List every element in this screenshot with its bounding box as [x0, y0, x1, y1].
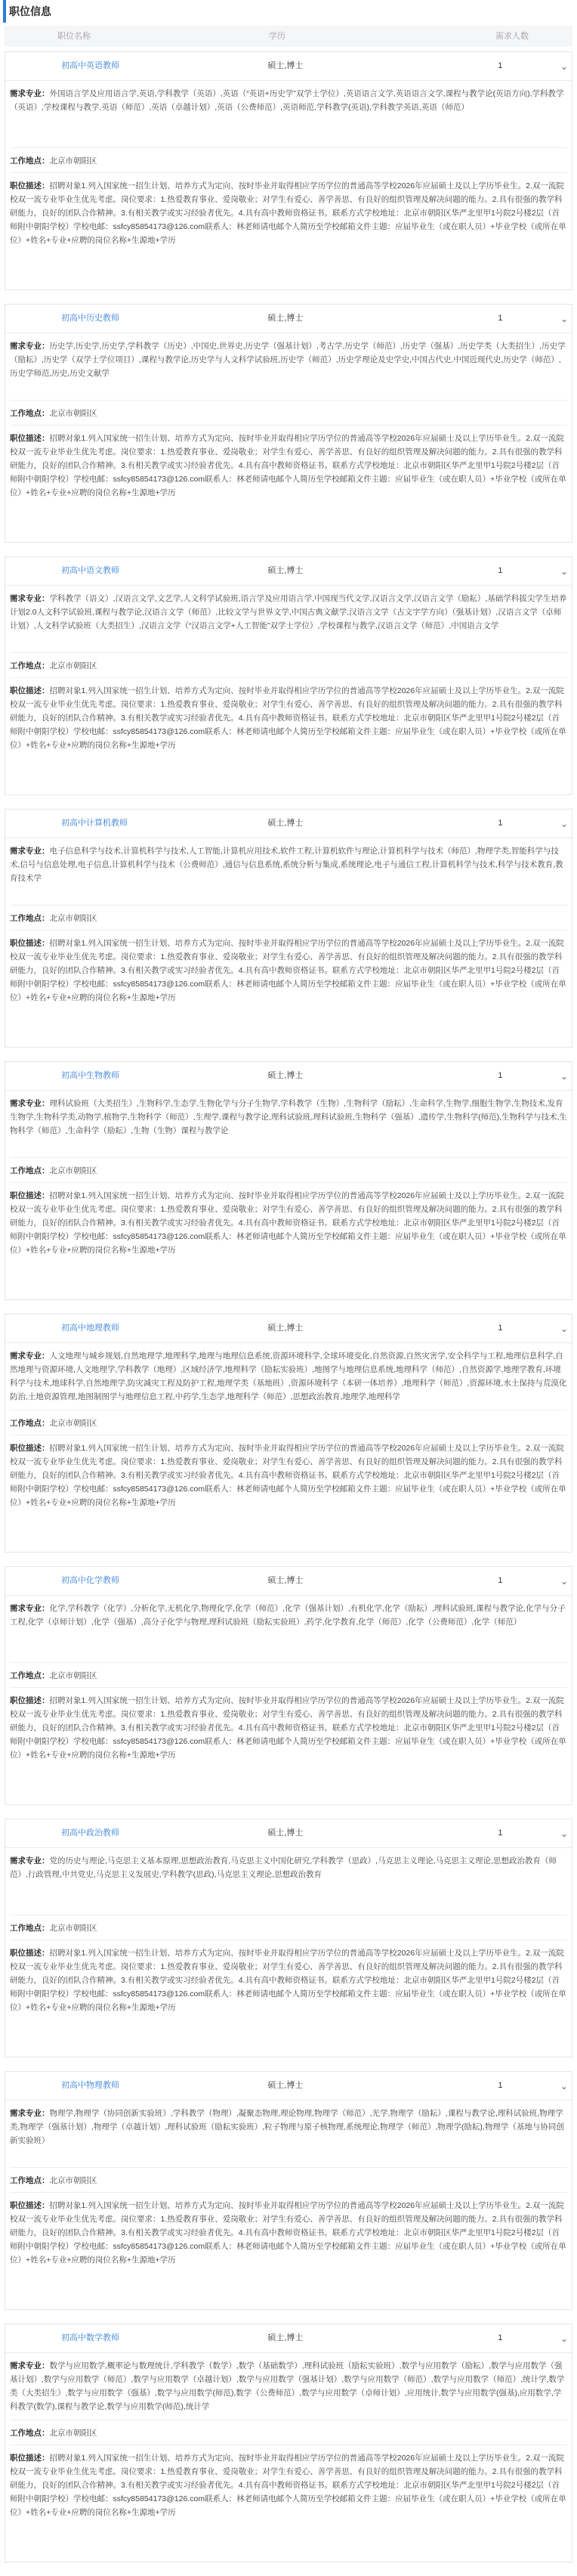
job-description-text: 招聘对象1.列入国家统一招生计划、培养方式为定向、按时毕业并取得相应学历学位的普通高等学校2026年应届硕士及以上学历毕业生。2.双一流院校双一流专业毕业生优先考虑。岗位要求：1.热爱教育事业、爱岗敬业；对学生有爱心、善学善思、有良好的组织管理及解决问题的能力。2.具有很强的教学科研能力，良好的团队合作精神。3.有相关教学或实习经验者优先。4.具有高中教师资格证书。联系方式学校地址：北京市朝阳区华严北里甲1号院2号楼2层（首师附中朝阳学校）学校电邮：ssfcy85854173@126.com联系人：林老师请电邮个人简历至学校邮箱文件主题：应届毕业生（或在职人员）+毕业学校（或所在单位）+姓名+专业+应聘的岗位名称+生源地+学历	[10, 2454, 566, 2517]
location-label: 工作地点：	[10, 409, 50, 418]
description-label: 职位描述：	[10, 1949, 50, 1958]
job-headcount: 1	[498, 1324, 503, 1333]
divider	[10, 677, 567, 678]
job-summary-row[interactable]	[5, 810, 572, 838]
job-headcount: 1	[498, 566, 503, 576]
job-major-field	[10, 339, 567, 394]
divider	[10, 2192, 567, 2193]
job-major-field	[10, 2359, 567, 2413]
divider	[10, 1182, 567, 1183]
job-card	[5, 51, 572, 290]
divider	[10, 147, 567, 148]
job-major-text: 物理学,物理学（协同创新实验班）,学科教学（物理）,凝聚态物理,理论物理,物理学（师范）,光学,物理学（励耘）,课程与教学论,理科试验班,物理学类,物理学（强基计划）,物理学（卓越计划）,理科试验班（励耘实验班）,粒子物理与原子核物理,系统理论,物理学（师范）,物理学(励耘),物理学（基地与协同创新实验班）	[10, 2109, 564, 2145]
job-title-link[interactable]: 初高中历史教师	[61, 314, 119, 324]
job-details	[5, 2101, 572, 2283]
job-major-text: 外国语言学及应用语言学,英语,学科教学（英语）,英语（“英语+历史学”双学士学位）,英语语言文学,英语语言文学,课程与教学论(英语方向),学科教学（英语）,学校课程与教学,英语（师范）,英语（卓越计划）,英语（公费师范）,英语师范,学科教学(英语),学科教学英语,英语（师范）	[10, 89, 564, 112]
job-location-text: 北京市朝阳区	[49, 661, 97, 670]
description-label: 职位描述：	[10, 939, 50, 948]
major-label: 需求专业：	[10, 847, 50, 856]
job-major-text: 历史学,历史学,历史学,学科教学（历史）,中国史,世界史,历史学（强基计划）,考古学,历史学（师范）,历史学（强基）,历史学类（大类招生）,历史学（励耘）,历史学（双学士学位项目）,课程与教学论,历史学与人文科学试验班,历史学（师范）,历史学理论及史学史,中国古代史,中国近现代史,历史学（师范）,历史学师范,历史,历史文献学	[10, 342, 566, 378]
job-details	[5, 586, 572, 769]
major-label: 需求专业：	[10, 1604, 50, 1613]
job-location-field	[10, 1669, 567, 1683]
divider	[10, 1157, 567, 1158]
job-summary-row[interactable]	[5, 1819, 572, 1848]
job-headcount: 1	[498, 2333, 503, 2343]
table-header	[5, 26, 572, 47]
location-label: 工作地点：	[10, 1419, 50, 1428]
major-label: 需求专业：	[10, 89, 50, 98]
job-education: 硕士,博士	[267, 819, 304, 828]
job-description-field	[10, 2451, 567, 2536]
job-description-text: 招聘对象1.列入国家统一招生计划、培养方式为定向、按时毕业并取得相应学历学位的普通高等学校2026年应届硕士及以上学历毕业生。2.双一流院校双一流专业毕业生优先考虑。岗位要求：1.热爱教育事业、爱岗敬业；对学生有爱心、善学善思、有良好的组织管理及解决问题的能力。2.具有很强的教学科研能力，良好的团队合作精神。3.有相关教学或实习经验者优先。4.具有高中教师资格证书。联系方式学校地址：北京市朝阳区华严北里甲1号院2号楼2层（首师附中朝阳学校）学校电邮：ssfcy85854173@126.com联系人：林老师请电邮个人简历至学校邮箱文件主题：应届毕业生（或在职人员）+毕业学校（或所在单位）+姓名+专业+应聘的岗位名称+生源地+学历	[10, 2201, 566, 2265]
job-major-text: 学科教学（语文）,汉语言文学,文艺学,人文科学试验班,语言学及应用语言学,中国现当代文学,汉语言文学,汉语言文学（励耘）,基础学科拔尖学生培养计划2.0人文科学试验班,课程与教学论,汉语言文学（师范）,比较文学与世界文学,中国古典文献学,汉语言文学（古文字学方向）（强基计划）,汉语言文学（卓师计划）,人文科学试验班（大类招生）,汉语言文学（“汉语言文学+人工智能”双学士学位）,学校课程与教学,汉语言文学（师范）,中国语言文学	[10, 594, 567, 630]
job-major-field	[10, 1602, 567, 1656]
job-location-text: 北京市朝阳区	[49, 156, 97, 166]
job-location-text: 北京市朝阳区	[49, 1924, 97, 1933]
chevron-down-icon[interactable]: ⌄	[560, 565, 569, 577]
job-description-field	[10, 179, 567, 264]
job-education: 硕士,博士	[267, 61, 304, 71]
job-title-link[interactable]: 初高中生物教师	[61, 1071, 119, 1081]
job-location-field	[10, 1164, 567, 1178]
job-description-text: 招聘对象1.列入国家统一招生计划、培养方式为定向、按时毕业并取得相应学历学位的普通高等学校2026年应届硕士及以上学历毕业生。2.双一流院校双一流专业毕业生优先考虑。岗位要求：1.热爱教育事业、爱岗敬业；对学生有爱心、善学善思、有良好的组织管理及解决问题的能力。2.具有很强的教学科研能力，良好的团队合作精神。3.有相关教学或实习经验者优先。4.具有高中教师资格证书。联系方式学校地址：北京市朝阳区华严北里甲1号院2号楼2层（首师附中朝阳学校）学校电邮：ssfcy85854173@126.com联系人：林老师请电邮个人简历至学校邮箱文件主题：应届毕业生（或在职人员）+毕业学校（或所在单位）+姓名+专业+应聘的岗位名称+生源地+学历	[10, 686, 566, 750]
job-description-text: 招聘对象1.列入国家统一招生计划、培养方式为定向、按时毕业并取得相应学历学位的普通高等学校2026年应届硕士及以上学历毕业生。2.双一流院校双一流专业毕业生优先考虑。岗位要求：1.热爱教育事业、爱岗敬业；对学生有爱心、善学善思、有良好的组织管理及解决问题的能力。2.具有很强的教学科研能力，良好的团队合作精神。3.有相关教学或实习经验者优先。4.具有高中教师资格证书。联系方式学校地址：北京市朝阳区华严北里甲1号院2号楼2层（首师附中朝阳学校）学校电邮：ssfcy85854173@126.com联系人：林老师请电邮个人简历至学校邮箱文件主题：应届毕业生（或在职人员）+毕业学校（或所在单位）+姓名+专业+应聘的岗位名称+生源地+学历	[10, 1949, 566, 2012]
job-list	[5, 51, 572, 2562]
job-major-field	[10, 1097, 567, 1151]
job-description-text: 招聘对象1.列入国家统一招生计划、培养方式为定向、按时毕业并取得相应学历学位的普通高等学校2026年应届硕士及以上学历毕业生。2.双一流院校双一流专业毕业生优先考虑。岗位要求：1.热爱教育事业、爱岗敬业；对学生有爱心、善学善思、有良好的组织管理及解决问题的能力。2.具有很强的教学科研能力，良好的团队合作精神。3.有相关教学或实习经验者优先。4.具有高中教师资格证书。联系方式学校地址：北京市朝阳区华严北里甲1号院2号楼2层（首师附中朝阳学校）学校电邮：ssfcy85854173@126.com联系人：林老师请电邮个人简历至学校邮箱文件主题：应届毕业生（或在职人员）+毕业学校（或所在单位）+姓名+专业+应聘的岗位名称+生源地+学历	[10, 434, 566, 497]
description-label: 职位描述：	[10, 686, 50, 695]
job-location-text: 北京市朝阳区	[49, 2176, 97, 2185]
major-label: 需求专业：	[10, 2361, 50, 2370]
job-details	[5, 1091, 572, 1274]
job-major-field	[10, 2107, 567, 2161]
job-headcount: 1	[498, 61, 503, 71]
job-headcount: 1	[498, 1576, 503, 1586]
job-location-text: 北京市朝阳区	[49, 1671, 97, 1680]
job-description-field	[10, 1694, 567, 1779]
job-card	[5, 1061, 572, 1300]
divider	[10, 400, 567, 401]
job-card	[5, 1819, 572, 2057]
major-label: 需求专业：	[10, 594, 50, 603]
job-location-text: 北京市朝阳区	[49, 2429, 97, 2438]
major-label: 需求专业：	[10, 342, 50, 351]
divider	[10, 905, 567, 906]
job-description-field	[10, 684, 567, 769]
job-details	[5, 333, 572, 516]
chevron-down-icon[interactable]: ⌄	[560, 2080, 569, 2091]
job-card	[5, 2071, 572, 2310]
chevron-down-icon[interactable]: ⌄	[560, 1575, 569, 1587]
major-label: 需求专业：	[10, 1351, 50, 1361]
job-location-field	[10, 1921, 567, 1935]
job-description-text: 招聘对象1.列入国家统一招生计划、培养方式为定向、按时毕业并取得相应学历学位的普通高等学校2026年应届硕士及以上学历毕业生。2.双一流院校双一流专业毕业生优先考虑。岗位要求：1.热爱教育事业、爱岗敬业；对学生有爱心、善学善思、有良好的组织管理及解决问题的能力。2.具有很强的教学科研能力，良好的团队合作精神。3.有相关教学或实习经验者优先。4.具有高中教师资格证书。联系方式学校地址：北京市朝阳区华严北里甲1号院2号楼2层（首师附中朝阳学校）学校电邮：ssfcy85854173@126.com联系人：林老师请电邮个人简历至学校邮箱文件主题：应届毕业生（或在职人员）+毕业学校（或所在单位）+姓名+专业+应聘的岗位名称+生源地+学历	[10, 1444, 566, 1507]
job-headcount: 1	[498, 819, 503, 828]
job-title-link[interactable]: 初高中数学教师	[61, 2333, 119, 2343]
job-description-text: 招聘对象1.列入国家统一招生计划、培养方式为定向、按时毕业并取得相应学历学位的普通高等学校2026年应届硕士及以上学历毕业生。2.双一流院校双一流专业毕业生优先考虑。岗位要求：1.热爱教育事业、爱岗敬业；对学生有爱心、善学善思、有良好的组织管理及解决问题的能力。2.具有很强的教学科研能力，良好的团队合作精神。3.有相关教学或实习经验者优先。4.具有高中教师资格证书。联系方式学校地址：北京市朝阳区华严北里甲1号院2号楼2层（首师附中朝阳学校）学校电邮：ssfcy85854173@126.com联系人：林老师请电邮个人简历至学校邮箱文件主题：应届毕业生（或在职人员）+毕业学校（或所在单位）+姓名+专业+应聘的岗位名称+生源地+学历	[10, 181, 566, 245]
location-label: 工作地点：	[10, 2176, 50, 2185]
job-summary-row[interactable]	[5, 1567, 572, 1596]
job-headcount: 1	[498, 1071, 503, 1081]
divider	[10, 425, 567, 426]
job-title-link[interactable]: 初高中化学教师	[61, 1576, 119, 1586]
job-summary-row[interactable]	[5, 2324, 572, 2353]
job-location-text: 北京市朝阳区	[49, 409, 97, 418]
job-summary-row[interactable]	[5, 1062, 572, 1091]
description-label: 职位描述：	[10, 1444, 50, 1453]
job-title-link[interactable]: 初高中语文教师	[61, 566, 119, 576]
major-label: 需求专业：	[10, 2109, 50, 2118]
job-details	[5, 2353, 572, 2536]
description-label: 职位描述：	[10, 1191, 50, 1200]
divider	[10, 2167, 567, 2168]
job-headcount: 1	[498, 314, 503, 324]
job-location-text: 北京市朝阳区	[49, 1166, 97, 1175]
job-title-link[interactable]: 初高中英语教师	[61, 61, 119, 71]
major-label: 需求专业：	[10, 1099, 50, 1108]
job-major-field	[10, 592, 567, 646]
job-card	[5, 1566, 572, 1805]
job-headcount: 1	[498, 1828, 503, 1838]
job-description-field	[10, 1946, 567, 2031]
job-major-field	[10, 1854, 567, 1909]
job-card	[5, 809, 572, 1048]
job-location-text: 北京市朝阳区	[49, 914, 97, 923]
job-major-text: 人文地理与城乡规划,自然地理学,地理科学,地理与地理信息系统,资源环境科学,全球环境变化,自然资源,自然灾害学,安全科学与工程,地理信息科学,自然地理与资源环境,人文地理学,学科教学（地理）,区域经济学,地理科学（励耘实验班）,地图学与地理信息系统,地理科学（师范）,自然资源学,地理学教育,环境科学与技术,地球科学,自然地理学,防灾减灾工程及防护工程,地理学类（基地班）,资源环境科学（本研一体培养）,地理科学（师范）,资源环境,水土保持与荒漠化防治,土地资源管理,地图制图学与地理信息工程,中药学,生态学,地理科学（师范）,思想政治教育,地理学,地理科学	[10, 1351, 567, 1401]
job-major-text: 电子信息科学与技术,计算机科学与技术,人工智能,计算机应用技术,软件工程,计算机软件与理论,计算机科学与技术（师范）,物理学类,智能科学与技术,信号与信息处理,电子信息,计算机科学与技术（公费师范）,通信与信息系统,系统分析与集成,系统理论,电子与通信工程,计算机科学与技术,科学与技术教育,教育技术学	[10, 847, 563, 883]
job-education: 硕士,博士	[267, 314, 304, 324]
location-label: 工作地点：	[10, 1924, 50, 1933]
divider	[10, 1662, 567, 1663]
job-title-link[interactable]: 初高中地理教师	[61, 1324, 119, 1333]
job-summary-row[interactable]	[5, 557, 572, 586]
job-location-field	[10, 1416, 567, 1430]
job-location-field	[10, 912, 567, 925]
chevron-down-icon[interactable]: ⌄	[560, 60, 569, 72]
location-label: 工作地点：	[10, 661, 50, 670]
chevron-down-icon[interactable]: ⌄	[560, 1828, 569, 1839]
job-card	[5, 304, 572, 543]
job-summary-row[interactable]	[5, 52, 572, 81]
location-label: 工作地点：	[10, 1166, 50, 1175]
chevron-down-icon[interactable]: ⌄	[560, 313, 569, 324]
job-description-field	[10, 432, 567, 516]
divider	[10, 172, 567, 173]
job-education: 硕士,博士	[267, 1324, 304, 1333]
job-education: 硕士,博士	[267, 1071, 304, 1081]
chevron-down-icon[interactable]: ⌄	[560, 2333, 569, 2344]
job-major-text: 化学,学科教学（化学）,分析化学,无机化学,物理化学,化学（师范）,化学（强基计划）,有机化学,化学（励耘）,理科试验班,课程与教学论,化学与分子工程,化学（卓师计划）,化学（强基）,高分子化学与物理,理科试验班（励耘实验班）,药学,化学教育,化学（师范）,化学（公费师范）,化学（师范）	[10, 1604, 566, 1627]
job-title-link[interactable]: 初高中计算机教师	[61, 819, 128, 828]
job-details	[5, 1596, 572, 1779]
job-description-field	[10, 1441, 567, 1526]
job-description-text: 招聘对象1.列入国家统一招生计划、培养方式为定向、按时毕业并取得相应学历学位的普通高等学校2026年应届硕士及以上学历毕业生。2.双一流院校双一流专业毕业生优先考虑。岗位要求：1.热爱教育事业、爱岗敬业；对学生有爱心、善学善思、有良好的组织管理及解决问题的能力。2.具有很强的教学科研能力，良好的团队合作精神。3.有相关教学或实习经验者优先。4.具有高中教师资格证书。联系方式学校地址：北京市朝阳区华严北里甲1号院2号楼2层（首师附中朝阳学校）学校电邮：ssfcy85854173@126.com联系人：林老师请电邮个人简历至学校邮箱文件主题：应届毕业生（或在职人员）+毕业学校（或所在单位）+姓名+专业+应聘的岗位名称+生源地+学历	[10, 1696, 566, 1760]
job-major-field	[10, 1349, 567, 1404]
job-education: 硕士,博士	[267, 566, 304, 576]
major-label: 需求专业：	[10, 1856, 50, 1865]
job-description-field	[10, 937, 567, 1021]
location-label: 工作地点：	[10, 156, 50, 166]
chevron-down-icon[interactable]: ⌄	[560, 1323, 569, 1334]
description-label: 职位描述：	[10, 2201, 50, 2210]
job-card	[5, 1314, 572, 1553]
location-label: 工作地点：	[10, 1671, 50, 1680]
job-headcount: 1	[498, 2081, 503, 2091]
job-details	[5, 81, 572, 264]
location-label: 工作地点：	[10, 914, 50, 923]
job-major-field	[10, 844, 567, 899]
job-details	[5, 838, 572, 1021]
description-label: 职位描述：	[10, 2454, 50, 2463]
job-education: 硕士,博士	[267, 2333, 304, 2343]
job-description-text: 招聘对象1.列入国家统一招生计划、培养方式为定向、按时毕业并取得相应学历学位的普通高等学校2026年应届硕士及以上学历毕业生。2.双一流院校双一流专业毕业生优先考虑。岗位要求：1.热爱教育事业、爱岗敬业；对学生有爱心、善学善思、有良好的组织管理及解决问题的能力。2.具有很强的教学科研能力，良好的团队合作精神。3.有相关教学或实习经验者优先。4.具有高中教师资格证书。联系方式学校地址：北京市朝阳区华严北里甲1号院2号楼2层（首师附中朝阳学校）学校电邮：ssfcy85854173@126.com联系人：林老师请电邮个人简历至学校邮箱文件主题：应届毕业生（或在职人员）+毕业学校（或所在单位）+姓名+专业+应聘的岗位名称+生源地+学历	[10, 939, 566, 1002]
job-location-field	[10, 2426, 567, 2440]
divider	[10, 2444, 567, 2445]
job-title-link[interactable]: 初高中物理教师	[61, 2081, 119, 2091]
job-education: 硕士,博士	[267, 1576, 304, 1586]
description-label: 职位描述：	[10, 1696, 50, 1705]
job-location-field	[10, 154, 567, 168]
divider	[10, 652, 567, 653]
job-location-field	[10, 407, 567, 420]
divider	[10, 1687, 567, 1688]
job-summary-row[interactable]	[5, 2072, 572, 2101]
job-summary-row[interactable]	[5, 305, 572, 333]
job-description-field	[10, 1189, 567, 1274]
job-title-link[interactable]: 初高中政治教师	[61, 1828, 119, 1838]
job-location-field	[10, 2174, 567, 2187]
header-education: 学历	[269, 31, 285, 41]
chevron-down-icon[interactable]: ⌄	[560, 818, 569, 829]
job-major-text: 党的历史与理论,马克思主义基本原理,思想政治教育,马克思主义中国化研究,学科教学（思政）,马克思主义理论,马克思主义理论,思想政治教育（师范）,行政管理,中共党史,马克思主义发展史,学科教学(思政),马克思主义理论,思想政治教育	[10, 1856, 557, 1879]
job-details	[5, 1343, 572, 1526]
job-card	[5, 2324, 572, 2562]
job-description-field	[10, 2199, 567, 2283]
job-education: 硕士,博士	[267, 1828, 304, 1838]
job-location-text: 北京市朝阳区	[49, 1419, 97, 1428]
job-major-text: 数学与应用数学,概率论与数理统计,学科教学（数学）,数学（基础数学）,理科试验班（励耘实验班）,数学与应用数学（励耘）,数学与应用数学（强基计划）,数学与应用数学（师范）,数学与应用数学（卓越计划）,数学与应用数学（强基计划）,数学与应用数学（师范）,数学与应用数学（师范）,统计学,数学类（大类招生）,数学与应用数学（强基）,数学与应用数学(师范),数学（公费师范）,数学与应用数学（卓师计划）,应用统计,数学与应用数学(强基),应用数学,学科教学(数学),课程与教学论,数学与应用数学(师范),统计学	[10, 2361, 565, 2411]
job-education: 硕士,博士	[267, 2081, 304, 2091]
header-position-name: 职位名称	[57, 31, 91, 41]
description-label: 职位描述：	[10, 434, 50, 443]
job-major-field	[10, 87, 567, 141]
location-label: 工作地点：	[10, 2429, 50, 2438]
job-major-text: 理科试验班（大类招生）,生物科学,生态学,生物化学与分子生物学,学科教学（生物）,生物科学（励耘）,生命科学,生物学,细胞生物学,生物技术,发育生物学,生物科学类,动物学,植物学,生物科学（师范）,生理学,课程与教学论,理科试验班,理科试验班,生物科学（强基）,遗传学,生物科学(师范),生物科学与技术,生物科学（师范）,生命科学（励耘）,生物（生物）课程与教学论	[10, 1099, 567, 1135]
job-card	[5, 556, 572, 795]
chevron-down-icon[interactable]: ⌄	[560, 1070, 569, 1082]
section-title: 职位信息	[3, 0, 577, 23]
header-headcount: 需求人数	[495, 31, 529, 41]
description-label: 职位描述：	[10, 181, 50, 190]
job-summary-row[interactable]	[5, 1314, 572, 1343]
job-details	[5, 1848, 572, 2031]
job-description-text: 招聘对象1.列入国家统一招生计划、培养方式为定向、按时毕业并取得相应学历学位的普通高等学校2026年应届硕士及以上学历毕业生。2.双一流院校双一流专业毕业生优先考虑。岗位要求：1.热爱教育事业、爱岗敬业；对学生有爱心、善学善思、有良好的组织管理及解决问题的能力。2.具有很强的教学科研能力，良好的团队合作精神。3.有相关教学或实习经验者优先。4.具有高中教师资格证书。联系方式学校地址：北京市朝阳区华严北里甲1号院2号楼2层（首师附中朝阳学校）学校电邮：ssfcy85854173@126.com联系人：林老师请电邮个人简历至学校邮箱文件主题：应届毕业生（或在职人员）+毕业学校（或所在单位）+姓名+专业+应聘的岗位名称+生源地+学历	[10, 1191, 566, 1255]
job-location-field	[10, 659, 567, 673]
